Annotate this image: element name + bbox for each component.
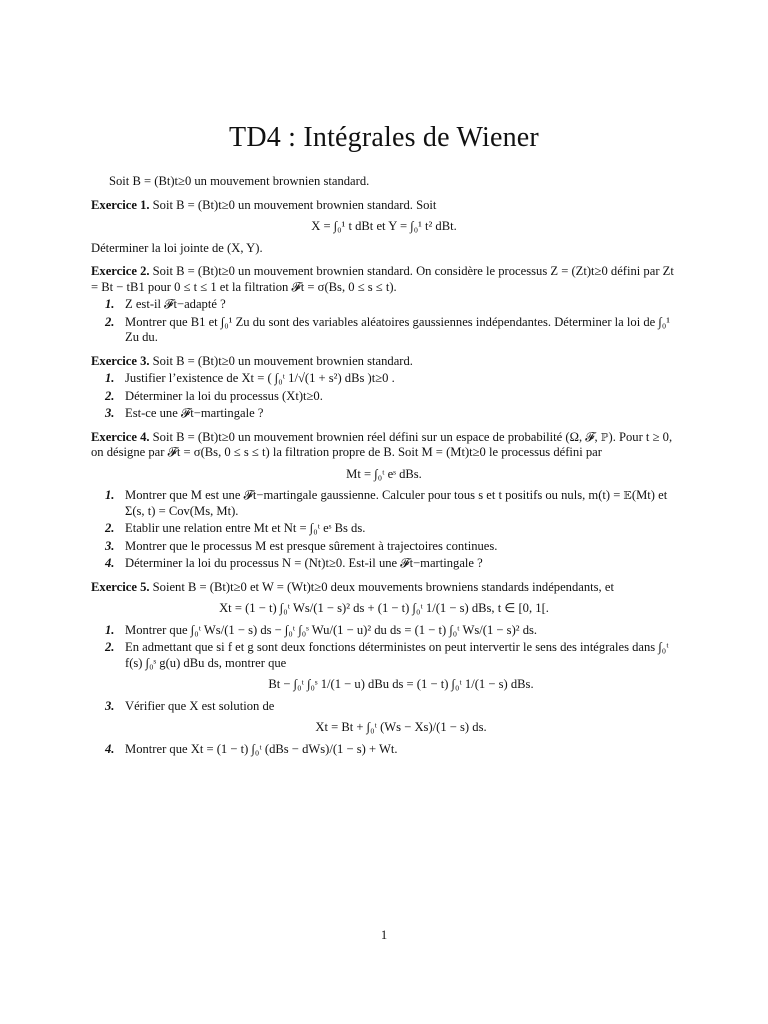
list-item [91,640,677,693]
item-text: Montrer que B1 et ∫₀¹ Zu du sont des variables aléatoires gaussiennes indépendantes. Déterminer la loi de ∫₀¹ Zu du. [125,314,671,344]
question-list [91,297,677,346]
list-item [91,315,677,346]
list-item [91,371,677,387]
display-equation: Xt = (1 − t) ∫₀ᵗ Ws/(1 − s)² ds + (1 − t) ∫₀ᵗ 1/(1 − s) dBs, t ∈ [0, 1[. [219,601,549,615]
exercise-question: Déterminer la loi jointe de (X, Y). [91,240,263,255]
item-number: 1. [105,488,115,502]
list-item [91,406,677,422]
question-list [91,623,677,758]
list-item [91,521,677,537]
item-text: En admettant que si f et g sont deux fonctions déterministes on peut intervertir le sens des intégrales dans ∫₀ᵗ f(s) ∫₀ˢ g(u) dBu ds, montrer que [125,640,669,670]
item-number: 3. [105,698,115,713]
list-item [91,742,677,758]
intro-paragraph: Soit B = (Bt)t≥0 un mouvement brownien standard. [109,174,370,188]
list-item [91,488,677,519]
exercise-text: Soit B = (Bt)t≥0 un mouvement brownien réel défini sur un espace de probabilité (Ω, 𝓕, ℙ). Pour t ≥ 0, on désigne par 𝓕t = σ(Bs, 0 ≤ s ≤ t) la filtration propre de B. Soit M = (Mt)t≥0 le processus défini par [91,429,673,459]
item-number: 1. [105,297,115,311]
page-title: TD4 : Intégrales de Wiener [229,122,539,153]
exercise-text: Soit B = (Bt)t≥0 un mouvement brownien standard. On considère le processus Z = (Zt)t≥0 défini par Zt = Bt − tB1 pour 0 ≤ t ≤ 1 et la filtration 𝓕t = σ(Bs, 0 ≤ s ≤ t). [91,264,674,294]
exercise-label: Exercice 4. [91,429,150,444]
exercise-label: Exercice 3. [91,353,150,368]
item-number: 1. [105,371,115,385]
page-number: 1 [380,928,388,942]
list-item [91,623,677,639]
item-number: 2. [105,640,115,654]
list-item [91,699,677,736]
exercise-4 [91,430,677,572]
question-list [91,488,677,572]
item-text: Etablir une relation entre Mt et Nt = ∫₀ᵗ eˢ Bs ds. [125,521,366,535]
list-item [91,556,677,572]
item-number: 4. [105,556,115,570]
exercise-2 [91,264,677,346]
exercise-5 [91,580,677,758]
item-text: Montrer que M est une 𝓕t−martingale gaussienne. Calculer pour tous s et t positifs ou nuls, m(t) = 𝔼(Mt) et Σ(s, t) = Cov(Ms, Mt). [125,488,668,518]
item-text: Est-ce une 𝓕t−martingale ? [125,406,264,420]
list-item [91,389,677,405]
item-text: Z est-il 𝓕t−adapté ? [125,297,226,311]
item-number: 3. [105,406,115,420]
item-text: Justifier l’existence de Xt = ( ∫₀ᵗ 1/√(1 + s²) dBs )t≥0 . [125,371,395,385]
exercise-text: Soit B = (Bt)t≥0 un mouvement brownien standard. Soit [152,197,437,212]
exercise-text: Soient B = (Bt)t≥0 et W = (Wt)t≥0 deux mouvements browniens standards indépendants, et [152,579,614,594]
exercise-label: Exercice 2. [91,264,150,278]
document-body [91,174,677,759]
item-text: Montrer que le processus M est presque sûrement à trajectoires continues. [125,538,498,553]
question-list [91,371,677,422]
exercise-text: Soit B = (Bt)t≥0 un mouvement brownien standard. [152,353,413,368]
item-number: 2. [105,388,115,403]
display-equation: Mt = ∫₀ᵗ eˢ dBs. [346,466,422,481]
item-text: Montrer que Xt = (1 − t) ∫₀ᵗ (dBs − dWs)/(1 − s) + Wt. [125,741,398,756]
exercise-label: Exercice 5. [91,579,150,594]
item-number: 4. [105,741,115,756]
item-number: 2. [105,521,115,535]
exercise-1 [91,198,677,257]
list-item [91,297,677,313]
list-item [91,539,677,555]
display-equation: Xt = Bt + ∫₀ᵗ (Ws − Xs)/(1 − s) ds. [315,720,487,734]
item-text: Vérifier que X est solution de [125,698,275,713]
display-equation: Bt − ∫₀ᵗ ∫₀ˢ 1/(1 − u) dBu ds = (1 − t) ∫₀ᵗ 1/(1 − s) dBs. [268,677,534,691]
exercise-3 [91,354,677,422]
display-equation: X = ∫₀¹ t dBt et Y = ∫₀¹ t² dBt. [311,219,457,233]
item-number: 3. [105,538,115,553]
item-text: Montrer que ∫₀ᵗ Ws/(1 − s) ds − ∫₀ᵗ ∫₀ˢ Wu/(1 − u)² du ds = (1 − t) ∫₀ᵗ Ws/(1 − s)² ds. [125,622,538,637]
item-number: 2. [105,314,115,329]
exercise-label: Exercice 1. [91,197,150,212]
item-text: Déterminer la loi du processus N = (Nt)t≥0. Est-il une 𝓕t−martingale ? [125,556,483,570]
item-number: 1. [105,622,115,637]
item-text: Déterminer la loi du processus (Xt)t≥0. [125,388,323,403]
